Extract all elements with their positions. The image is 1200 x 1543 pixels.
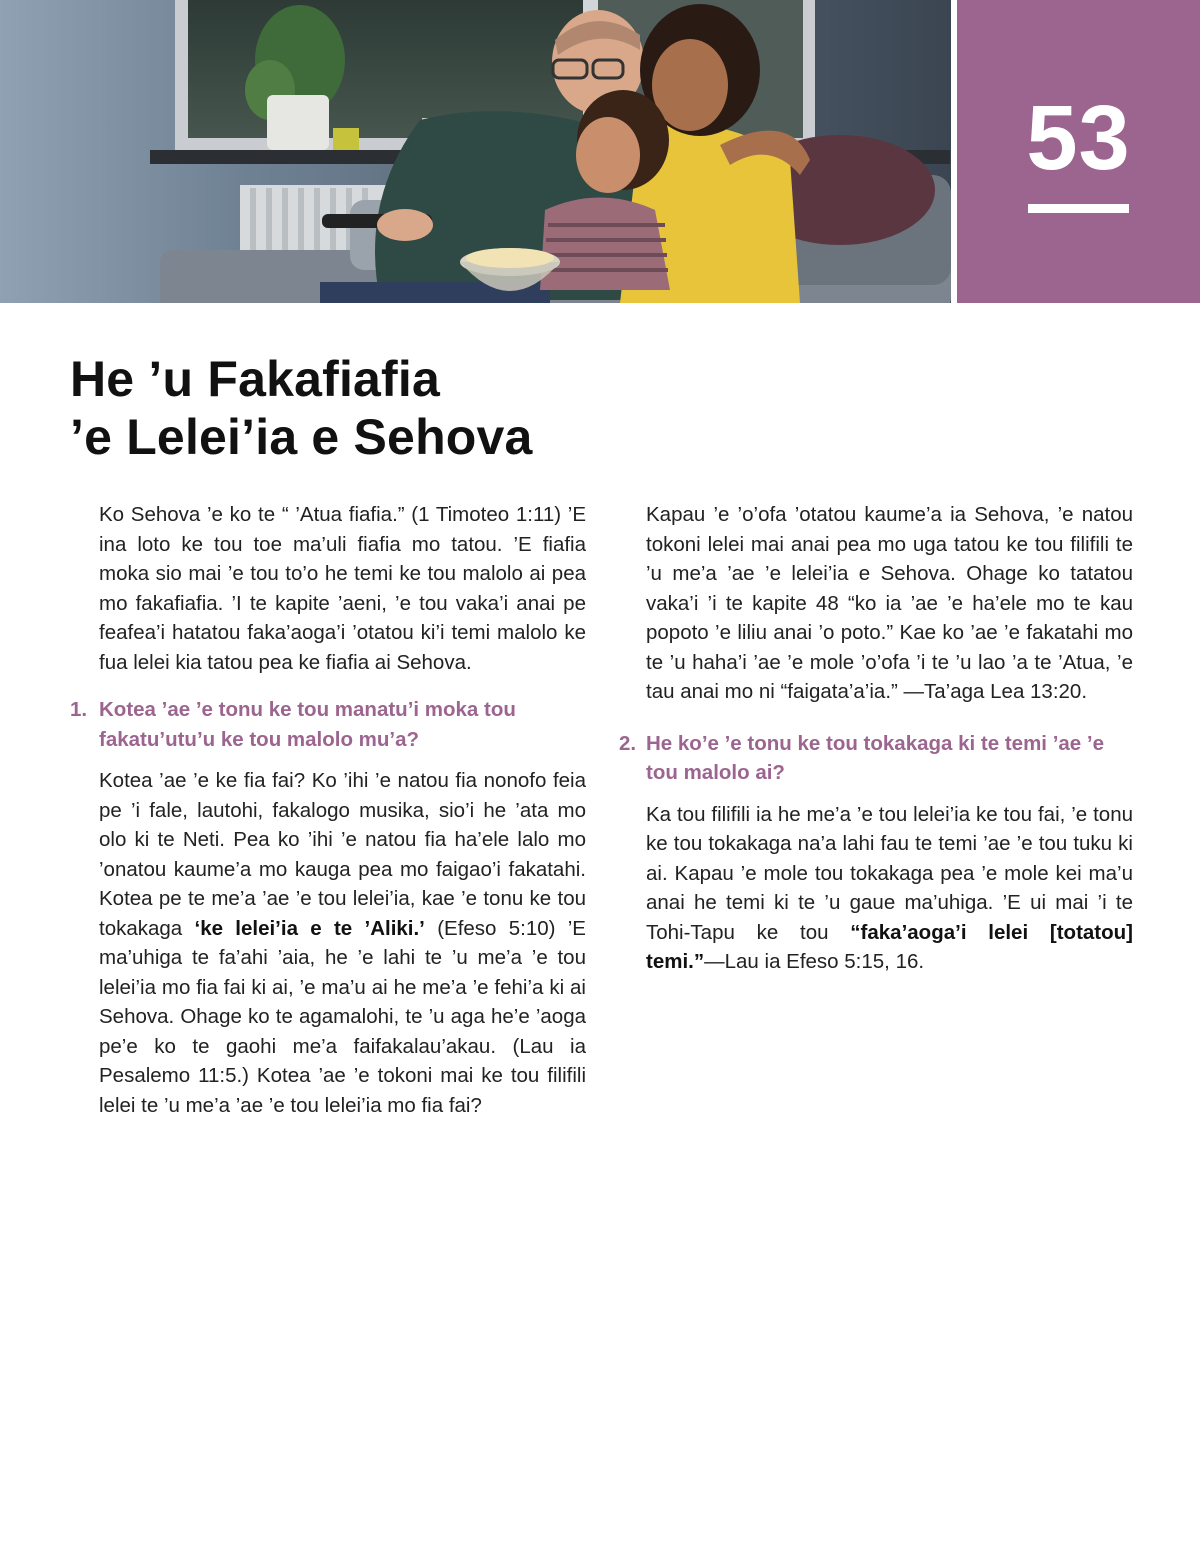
question-2-text: He ko’e ’e tonu ke tou tokakaga ki te temi ’ae ’e tou malolo ai? [646,731,1104,784]
lesson-title-line-2: ’e Lelei’ia e Sehova [70,409,533,465]
question-2-paragraph [646,800,1133,977]
q1-body-end: (Efeso 5:10) ’E ma’uhiga te fa’ahi ’aia, he ’e lahi te ’u me’a ’e tou lelei’ia mo fia fai ki ai, ’e ma’u ai he me’a ’e fehi’a ki ai Sehova. Ohage ko te agamalohi, te ’u aga he’e ’aoga pe’e ko te gaohi me’a faifakalau’akau. (Lau ia Pesalemo 11:5.) Kotea ’ae ’e tokoni mai ke tou filifili lelei te ’u me’a ’ae ’e tou lelei’ia mo fia fai? [99,916,586,1117]
lesson-title-line-1: He ’u Fakafiafia [70,351,440,407]
chapter-number: 53 [1026,87,1131,189]
q2-body-start: Ka tou filifili ia he me’a ’e tou lelei’ia ke tou fai, ’e tonu ke tou tokakaga na’a lahi fau te temi ’ae ’e tou tuku ki ai. Kapau ’e mole tou tokakaga pea ’e mole kei ma’u anai he temi ki te ’u gaue ma’uhiga. ’E ui mai ’i te Tohi-Tapu ke tou [646,802,1133,944]
chapter-underline [1028,204,1129,213]
header-photo [0,0,951,303]
question-2 [619,729,1133,788]
question-1-number: 1. [70,698,88,721]
q2-scripture-quote: “faka’aoga’i lelei [totatou] temi.” [646,920,1133,973]
question-1 [70,695,586,754]
question-1-text: Kotea ’ae ’e tonu ke tou manatu’i moka tou fakatu’utu’u ke tou malolo mu’a? [99,698,516,751]
right-column [619,500,1133,977]
lesson-title [70,350,533,466]
q1-body-start: Kotea ’ae ’e ke fia fai? Ko ’ihi ’e natou fia nonofo feia pe ’i fale, lautohi, fakalogo musika, sio’i he ’ata mo olo ki te Neti. Pea ko ’ihi ’e natou fia ha’ele lalo mo ’onatou kaume’a mo kauga pea mo faigao’i fakatahi. Kotea pe te me’a ’ae ’e tou lelei’ia, kae ’e tonu ke tou tokakaga [99,769,586,940]
friends-paragraph: Kapau ’e ’o’ofa ’otatou kaume’a ia Sehova, ’e natou tokoni lelei mai anai pea mo uga tatou ke tou filifili te ’u me’a ’ae ’e lelei’ia e Sehova. Ohage ko tatatou vaka’i ’i te kapite 48 “ko ia ’ae ’e ha’ele mo te kau popoto ’e liliu anai ’o poto.” Kae ko ’ae ’e fakatahi mo te ’u haha’i ’ae ’e mole ’o’ofa ’i te ’u lao ’a te ’Atua, ’e tau anai mo ni “faigata’a’ia.” —Ta’aga Lea 13:20. [646,503,1133,703]
question-2-number: 2. [619,731,637,755]
intro-paragraph: Ko Sehova ’e ko te “ ’Atua fiafia.” (1 Timoteo 1:11) ’E ina loto ke tou toe ma’uli fiafia mo tatou. ’E fiafia moka sio mai ’e tou to’o he temi ke tou malolo ai pea mo fakafiafia. ’I te kapite ’aeni, ’e tou vaka’i anai pe feafea’i hatatou faka’aoga’i ’otatou ki’i temi malolo ke fua lelei kia tatou pea ke fiafia ai Sehova. [99,503,586,674]
question-1-paragraph [99,766,586,1120]
left-column [70,500,586,1120]
chapter-badge [957,0,1200,303]
q1-scripture-quote: ‘ke lelei’ia e te ’Aliki.’ [194,916,425,940]
q2-body-end: —Lau ia Efeso 5:15, 16. [704,950,925,973]
family-photo-illustration [0,0,951,303]
